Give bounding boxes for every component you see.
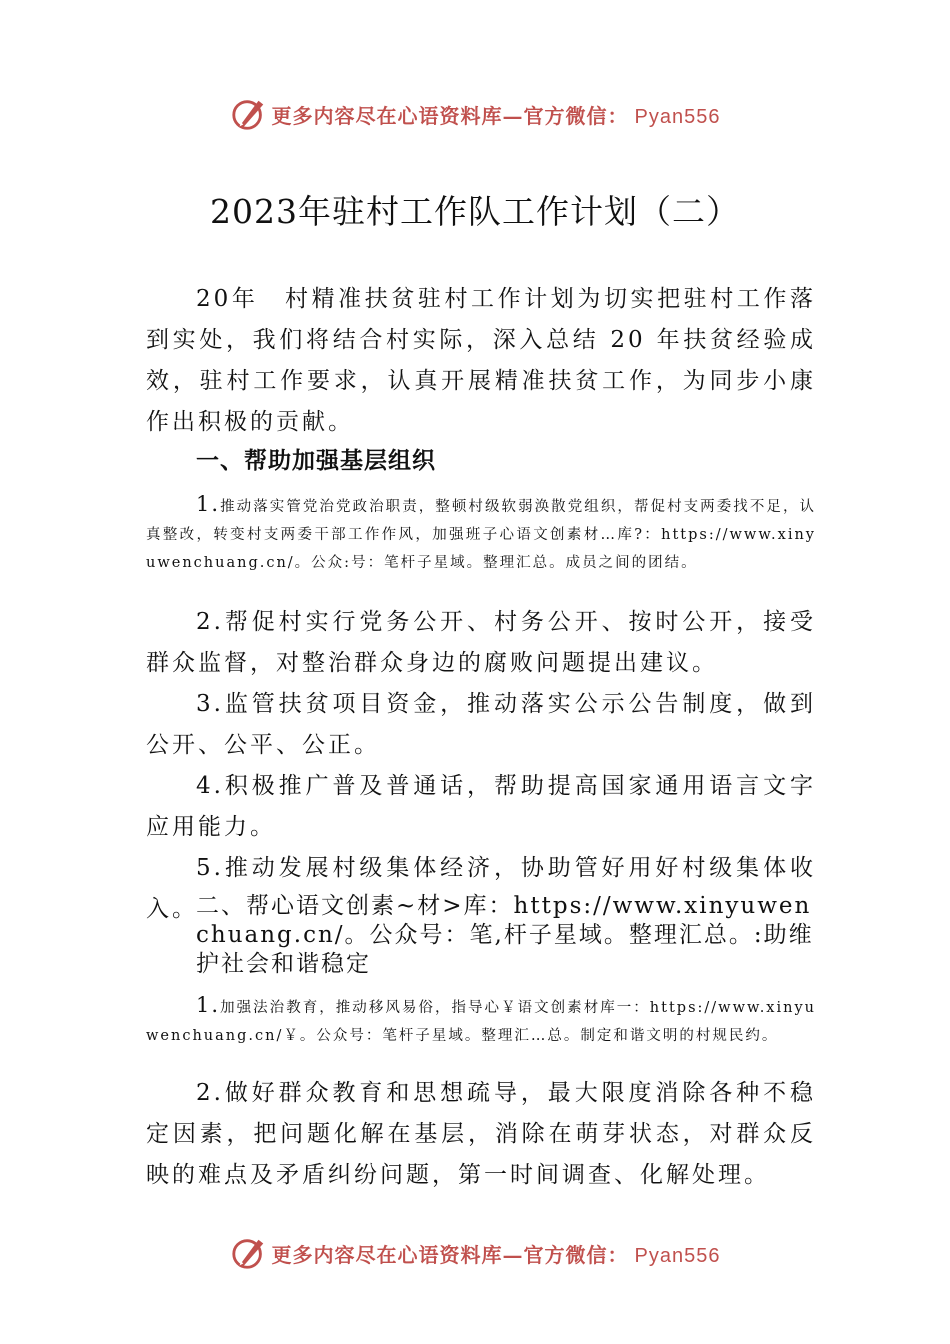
banner-text <box>272 1239 721 1268</box>
section2-block <box>146 892 816 979</box>
header-watermark-banner <box>0 94 950 134</box>
banner-wechat-id: Pyan556 <box>634 105 721 128</box>
section1-item1-text: 推动落实管党治党政治职责，整顿村级软弱涣散党组织，帮促村支两委找不足，认真整改，转变村支两委干部工作作风，加强班子心语文创素材…库?：https://www.xinyuwenchuang.cn/。公众:号：笔杆子星域。整理汇总。成员之间的团结。 <box>146 499 816 571</box>
section1-heading: 一、帮助加强基层组织 <box>196 448 436 474</box>
pen-logo-icon <box>230 1234 268 1272</box>
section1-item5: 5.推动发展村级集体经济，协助管好用好村级集体收入。 <box>146 855 816 922</box>
section1-items-block <box>146 602 816 930</box>
section2-item1 <box>146 991 816 1050</box>
banner-text <box>272 100 721 129</box>
section2-item1-block <box>146 991 816 1050</box>
banner-slogan: 更多内容尽在心语资料库—官方微信： <box>271 103 629 128</box>
section2-item2-block <box>146 1073 816 1196</box>
section1-item4: 4.积极推广普及普通话，帮助提高国家通用语言文字应用能力。 <box>146 773 816 840</box>
intro-block <box>146 279 816 443</box>
section1-item1-number: 1. <box>196 492 221 516</box>
footer-watermark-banner <box>0 1233 950 1273</box>
section1-item2: 2.帮促村实行党务公开、村务公开、按时公开，接受群众监督，对整治群众身边的腐败问题提出建议。 <box>146 609 816 676</box>
section2-heading: 二、帮心语文创素~材>库：https://www.xinyuwenchuang.cn/。公众号：笔,杆子星域。整理汇总。:助维护社会和谐稳定 <box>196 893 814 977</box>
banner-slogan: 更多内容尽在心语资料库—官方微信： <box>271 1242 629 1267</box>
section1-item1-block <box>146 490 816 577</box>
section2-item2: 2.做好群众教育和思想疏导，最大限度消除各种不稳定因素，把问题化解在基层，消除在萌芽状态，对群众反映的难点及矛盾纠纷问题，第一时间调查、化解处理。 <box>146 1080 816 1188</box>
section2-item1-number: 1. <box>196 993 221 1017</box>
section1-item1 <box>146 490 816 577</box>
banner-wechat-id: Pyan556 <box>634 1244 721 1267</box>
document-title: 2023年驻村工作队工作计划（二） <box>210 192 740 231</box>
intro-paragraph: 20年 村精准扶贫驻村工作计划为切实把驻村工作落到实处，我们将结合村实际，深入总结 20 年扶贫经验成效，驻村工作要求，认真开展精准扶贫工作，为同步小康作出积极的贡献。 <box>146 286 816 435</box>
pen-logo-icon <box>230 95 268 133</box>
section2-item1-text: 加强法治教育，推动移风易俗，指导心￥语文创素材库一：https://www.xinyuwenchuang.cn/￥。公众号：笔杆子星域。整理汇…总。制定和谐文明的村规民约。 <box>146 1000 816 1044</box>
section1-item3: 3.监管扶贫项目资金，推动落实公示公告制度，做到公开、公平、公正。 <box>146 691 816 758</box>
section1-block <box>146 441 816 481</box>
